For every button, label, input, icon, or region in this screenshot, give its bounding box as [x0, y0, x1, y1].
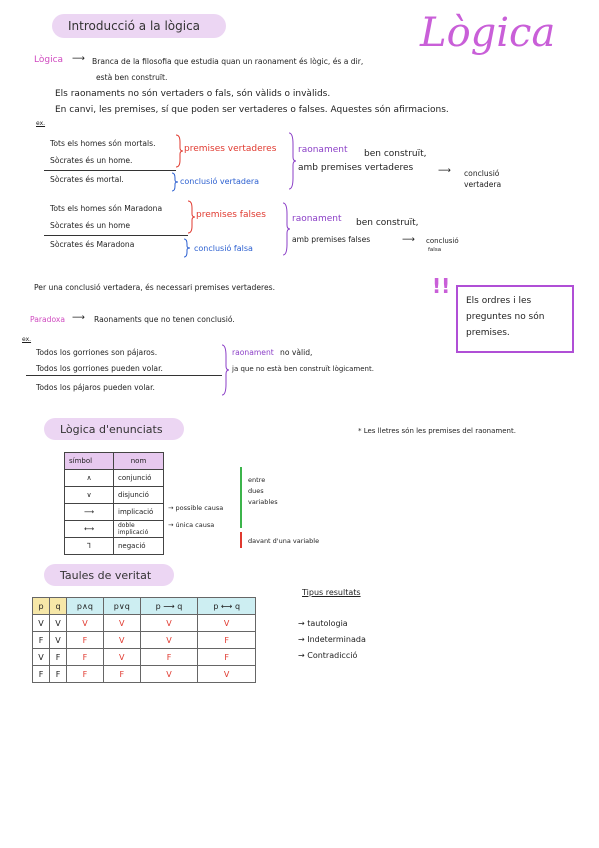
truth-cell: V	[103, 649, 140, 666]
arrow-logica: ⟶	[72, 54, 85, 64]
letters-note: * Les lletres són les premises del raonament.	[358, 427, 516, 435]
ex1-result-2: vertadera	[464, 180, 502, 189]
def-line-2: està ben construït.	[96, 73, 168, 82]
truth-cell: V	[198, 666, 256, 683]
truth-cell: F	[67, 632, 104, 649]
ex3-brace	[220, 344, 230, 396]
ex2-brace-premises	[186, 200, 196, 234]
truth-cell: V	[50, 615, 67, 632]
group-bar-two-variables	[240, 467, 242, 528]
page-title: Lògica	[420, 10, 556, 56]
ex1-arrow: ⟶	[438, 166, 451, 176]
truth-cell: V	[198, 615, 256, 632]
note-implication: → possible causa	[168, 504, 224, 512]
truth-header-row	[33, 598, 256, 615]
truth-cell: F	[50, 666, 67, 683]
truth-cell: V	[140, 615, 198, 632]
ex2-conclusion: Sòcrates és Maradona	[50, 240, 135, 249]
truth-row	[33, 649, 256, 666]
symbol-cell: ∨	[65, 487, 114, 504]
ex3-reasoning-colored: raonament	[232, 348, 274, 357]
ex3-reasoning-line2: ja que no està ben construït lògicament.	[232, 365, 374, 373]
ex1-brace-conclusion	[170, 172, 180, 192]
truth-table	[32, 597, 256, 683]
ex2-conclusion-label: conclusió falsa	[194, 244, 253, 253]
symbol-name: disjunció	[114, 487, 164, 504]
truth-cell: F	[50, 649, 67, 666]
types-item: → Contradicció	[298, 651, 358, 660]
ex2-brace-reasoning	[281, 202, 291, 256]
truth-cell: F	[33, 632, 50, 649]
symbols-header-name: nom	[114, 453, 164, 470]
group-label-3: variables	[248, 498, 278, 506]
symbol-name: implicació	[114, 504, 164, 521]
truth-cell: V	[103, 632, 140, 649]
truth-cell: V	[33, 615, 50, 632]
truth-cell: V	[33, 649, 50, 666]
ex1-premises-label: premises vertaderes	[184, 144, 277, 154]
def-line-4: En canvi, les premises, sí que poden ser vertaderes o falses. Aquestes són afirmacions.	[55, 105, 449, 115]
arrow-paradox: ⟶	[72, 313, 85, 323]
term-paradox: Paradoxa	[30, 315, 66, 324]
symbol-name: doble implicació	[114, 521, 164, 538]
ex3-reasoning-rest: no vàlid,	[280, 348, 313, 357]
truth-row	[33, 666, 256, 683]
ex2-result-2: falsa	[428, 247, 442, 253]
types-item: → Indeterminada	[298, 635, 366, 644]
note-conclusion: Per una conclusió vertadera, és necessari premises vertaderes.	[34, 283, 276, 292]
truth-cell: F	[67, 649, 104, 666]
ex2-premise-2: Sòcrates és un home	[50, 221, 131, 230]
ex-mark-3: ex.	[22, 336, 32, 343]
term-logica: Lògica	[34, 55, 64, 65]
truth-cell: V	[50, 632, 67, 649]
truth-cell: V	[67, 615, 104, 632]
ex1-premise-2: Sòcrates és un home.	[50, 156, 133, 165]
truth-cell: V	[140, 666, 198, 683]
def-line-3: Els raonaments no són vertaders o fals, són vàlids o invàlids.	[55, 89, 331, 99]
ex1-result-1: conclusió	[464, 169, 500, 178]
ex2-premises-label: premises falses	[196, 210, 266, 220]
truth-header-or: p∨q	[103, 598, 140, 615]
exclamation-icon: !!	[432, 274, 451, 298]
truth-header-q: q	[50, 598, 67, 615]
ex1-divider	[44, 170, 176, 171]
truth-cell: F	[198, 632, 256, 649]
note-box	[456, 285, 574, 353]
section-pill-truth: Taules de veritat	[44, 564, 174, 586]
ex2-divider	[44, 235, 188, 236]
ex3-premise-1: Todos los gorriones son pájaros.	[36, 348, 158, 357]
group-label-one-variable: davant d'una variable	[248, 537, 320, 545]
symbol-name: negació	[114, 538, 164, 555]
truth-cell: F	[67, 666, 104, 683]
truth-header-and: p∧q	[67, 598, 104, 615]
ex2-reasoning-colored: raonament	[292, 214, 342, 224]
truth-cell: F	[140, 649, 198, 666]
ex1-brace-premises	[174, 134, 184, 168]
ex1-reasoning-colored: raonament	[298, 145, 348, 155]
truth-cell: V	[103, 615, 140, 632]
group-label-1: entre	[248, 476, 266, 484]
truth-cell: F	[33, 666, 50, 683]
paradox-def: Raonaments que no tenen conclusió.	[94, 315, 235, 324]
ex1-brace-reasoning	[287, 132, 297, 190]
ex1-conclusion-label: conclusió vertadera	[180, 177, 260, 186]
truth-header-p: p	[33, 598, 50, 615]
symbol-cell: ⟷	[65, 521, 114, 538]
symbol-cell: ∧	[65, 470, 114, 487]
ex2-premise-1: Tots els homes són Maradona	[50, 204, 163, 213]
truth-header-impl: p ⟶ q	[140, 598, 198, 615]
group-bar-one-variable	[240, 532, 242, 548]
symbols-table	[64, 452, 164, 555]
symbol-cell: ⟶	[65, 504, 114, 521]
truth-cell: F	[103, 666, 140, 683]
ex1-premise-1: Tots els homes són mortals.	[50, 139, 156, 148]
truth-row	[33, 632, 256, 649]
section-pill-intro: Introducció a la lògica	[52, 14, 226, 38]
symbol-cell: ⅂	[65, 538, 114, 555]
section-pill-statements: Lògica d'enunciats	[44, 418, 184, 440]
ex-mark-1: ex.	[36, 120, 46, 127]
ex2-result-1: conclusió	[426, 237, 459, 245]
types-title: Tipus resultats	[302, 588, 361, 597]
ex3-premise-2: Todos los gorriones pueden volar.	[36, 364, 163, 373]
symbol-name: conjunció	[114, 470, 164, 487]
note-box-text: Els ordres i les preguntes no són premises.	[466, 296, 545, 338]
ex3-conclusion: Todos los pájaros pueden volar.	[36, 383, 155, 392]
ex1-reasoning-line2: amb premises vertaderes	[298, 163, 414, 173]
group-label-2: dues	[248, 487, 264, 495]
ex2-brace-conclusion	[182, 238, 192, 258]
def-line-1: Branca de la filosofia que estudia quan un raonament és lògic, és a dir,	[92, 57, 364, 66]
types-item: → tautologia	[298, 619, 348, 628]
symbols-header-symbol: símbol	[65, 453, 114, 470]
ex2-reasoning-rest: ben construït,	[356, 218, 419, 228]
ex2-arrow: ⟶	[402, 235, 415, 245]
ex2-reasoning-line2: amb premises falses	[292, 235, 371, 244]
truth-cell: F	[198, 649, 256, 666]
ex3-divider	[26, 375, 222, 376]
truth-header-dimpl: p ⟷ q	[198, 598, 256, 615]
truth-row	[33, 615, 256, 632]
note-double-implication: → única causa	[168, 521, 215, 529]
ex1-conclusion: Sòcrates és mortal.	[50, 175, 124, 184]
truth-cell: V	[140, 632, 198, 649]
ex1-reasoning-rest: ben construït,	[364, 149, 427, 159]
